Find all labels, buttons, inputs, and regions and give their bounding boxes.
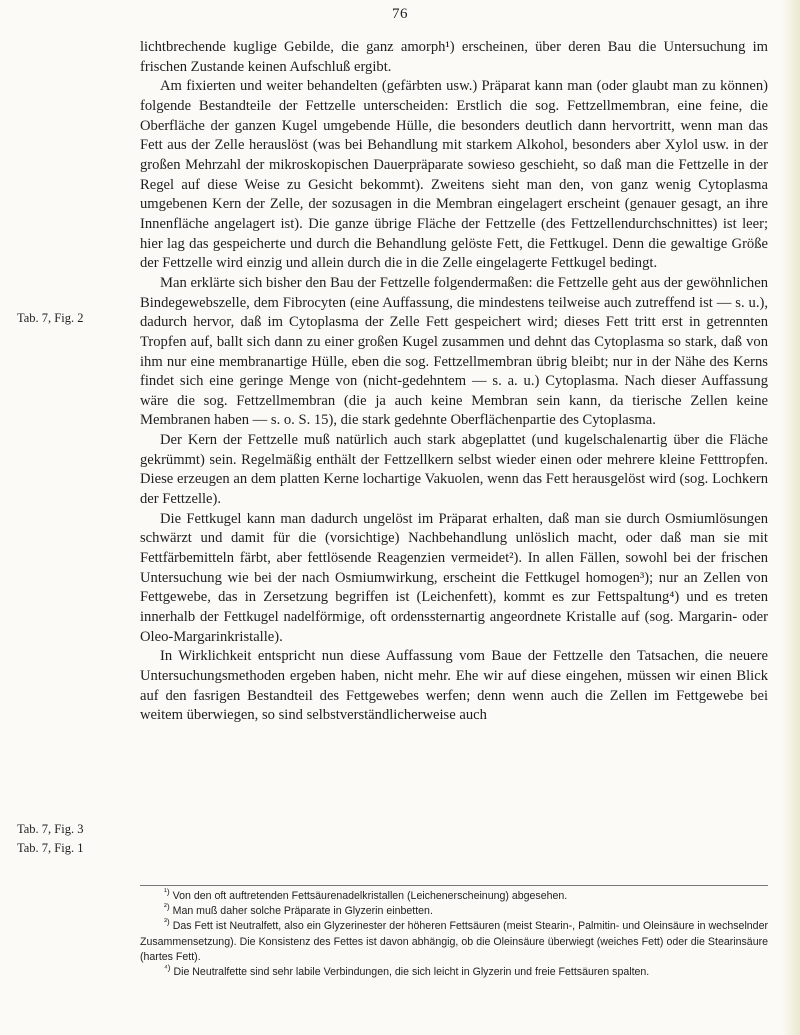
footnote-text: Das Fett ist Neutralfett, also ein Glyzerinester der höheren Fettsäuren (meist Stearin-, Palmitin- und Oleinsäure in wechselnder Zusammensetzung). Die Konsistenz des Fettes ist davon abhängig, ob die Oleinsäure überwiegt (weiches Fett) oder die Stearinsäure (hartes Fett). (140, 920, 768, 963)
footnote-mark: ⁴) (164, 962, 171, 973)
page-number: 76 (392, 6, 408, 22)
footnote-mark: ³) (164, 916, 170, 927)
footnote-1 (140, 886, 768, 904)
body-text (140, 38, 768, 726)
margin-note-tab7-fig2: Tab. 7, Fig. 2 (17, 311, 84, 325)
margin-note-tab7-fig1: Tab. 7, Fig. 1 (17, 841, 84, 855)
footnote-3 (140, 916, 768, 965)
paragraph-fat-cell-structure: Man erklärte sich bisher den Bau der Fettzelle folgendermaßen: die Fettzelle geht aus der gewöhnlichen Bindegewebszelle, dem Fibrocyten (eine Auffassung, die mindestens teilweise auch zutreffend ist — s. u.), dadurch hervor, daß im Cytoplasma der Zelle Fett gespeichert wird; dieses Fett tritt erst in getrennten Tropfen auf, ballt sich dann zu einer großen Kugel zusammen und dehnt das Cytoplasma so stark, daß von ihm nur eine membranartige Hülle, eben die sog. Fettzellmembran übrig bleibt; nur in der Nähe des Kerns findet sich eine geringe Menge von (nicht-gedehntem — s. a. u.) Cytoplasma. Nach dieser Auffassung wäre die sog. Fettzellmembran (die ja auch keine Membran sein kann, da tierische Zellen keine Membranen haben — s. o. S. 15), die stark gedehnte Oberflächenpartie des Cytoplasma. (140, 274, 768, 429)
footnote-4 (140, 962, 768, 980)
margin-note-tab7-fig3: Tab. 7, Fig. 3 (17, 822, 84, 836)
footnote-mark: ¹) (164, 886, 170, 897)
paragraph-fat-globule: Die Fettkugel kann man dadurch ungelöst im Präparat erhalten, daß man sie durch Osmiumlösungen schwärzt und damit für die (vorsichtige) Nachbehandlung unlöslich macht, oder daß man sie mit Fettfärbemitteln färbt, aber fettlösende Reagenzien vermeidet²). In allen Fällen, sowohl bei der frischen Untersuchung wie bei der nach Osmiumwirkung, erscheint die Fettkugel homogen³); nur an Zellen von Fettgewebe, das in Zersetzung begriffen ist (Leichenfett), kommt es zur Fettspaltung⁴) und es treten innerhalb der Fettkugel nadelförmige, oft ordenssternartig angeordnete Kristalle auf (sog. Margarin- oder Oleo-Margarinkristalle). (140, 510, 768, 645)
paragraph-continuation: lichtbrechende kuglige Gebilde, die ganz amorph¹) erscheinen, über deren Bau die Untersuchung im frischen Zustande keinen Aufschluß ergibt. (140, 39, 768, 75)
paragraph-new-methods: In Wirklichkeit entspricht nun diese Auffassung vom Baue der Fettzelle den Tatsachen, die neuere Untersuchungsmethoden ergeben haben, nicht mehr. Ehe wir auf diese eingehen, müssen wir einen Blick auf den fasrigen Bestandteil des Fettgewebes werfen; denn wenn auch die Zellen im Fettgewebe bei weitem überwiegen, so sind selbstverständlicherweise auch (140, 648, 768, 724)
footnote-2 (140, 901, 768, 919)
page-edge-shadow (782, 0, 800, 1035)
footnote-text: Die Neutralfette sind sehr labile Verbindungen, die sich leicht in Glyzerin und freie Fettsäuren spalten. (173, 966, 650, 979)
paragraph-fixed-preparation: Am fixierten und weiter behandelten (gefärbten usw.) Präparat kann man (oder glaubt man zu können) folgende Bestandteile der Fettzelle unterscheiden: Erstlich die sog. Fettzellmembran, eine feine, die Oberfläche der ganzen Kugel umgebende Hülle, die besonders deutlich dann hervortritt, wenn man das Fett aus der Zelle herauslöst (was bei Behandlung mit starkem Alkohol, besonders aber Xylol usw. in der großen Mehrzahl der mikroskopischen Dauerpräparate sowieso geschieht, so daß man die Fettzelle in der Regel auf diese Weise zu Gesicht bekommt). Zweitens sieht man den, von ganz wenig Cytoplasma umgebenen Kern der Zelle, der sozusagen in die Membran eingelagert erscheint (genauer gesagt, an ihre Innenfläche angelagert ist). Die ganze übrige Fläche der Fettzelle (des Fettzellendurchschnittes) ist leer; hier lag das gespeicherte und durch die Behandlung gelöste Fett, die Fettkugel. Denn die gewaltige Größe der Fettzelle wird einzig und allein durch die in die Zelle eingelagerte Fettkugel bedingt. (140, 78, 768, 272)
footnote-text: Von den oft auftretenden Fettsäurenadelkristallen (Leichenerscheinung) abgesehen. (172, 890, 568, 902)
footnote-text: Man muß daher solche Präparate in Glyzerin einbetten. (172, 905, 433, 918)
footnote-mark: ²) (164, 901, 170, 912)
footnotes (140, 885, 768, 980)
paragraph-nucleus: Der Kern der Fettzelle muß natürlich auch stark abgeplattet (und kugelschalenartig über die Fläche gekrümmt) sein. Regelmäßig enthält der Fettzellkern selbst wieder einen oder mehrere kleine Fetttropfen. Diese erzeugen an dem platten Kerne lochartige Vakuolen, wenn das Fett herausgelöst wird (sog. Lochkern der Fettzelle). (140, 432, 768, 508)
